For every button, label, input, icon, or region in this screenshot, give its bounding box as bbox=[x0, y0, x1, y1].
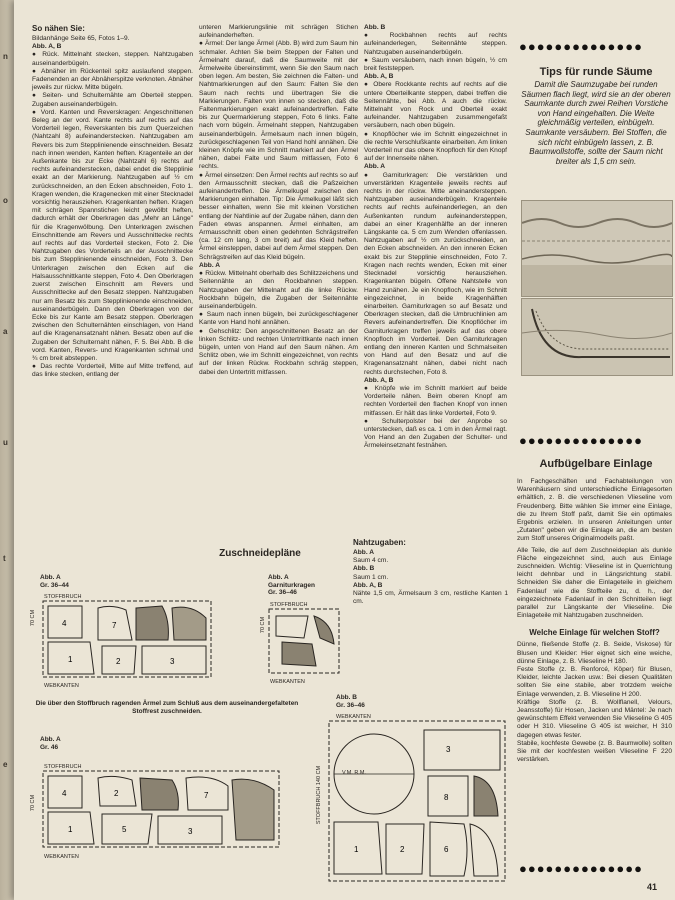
seam-value: Saum 1 cm. bbox=[353, 573, 389, 581]
step-text: ● Schulterpolster bei der Anprobe so unterstecken, daß es ca. 1 cm in den Ärmel ragt. Von Hand an den Zugaben der Schulter- und Ärmeleinsetznaht festnähen. bbox=[364, 417, 507, 450]
margin-letter: o bbox=[3, 196, 8, 205]
hem-photo-2 bbox=[521, 298, 673, 376]
plan-name: Abb. A bbox=[40, 736, 61, 743]
dot-divider: ●●●●●●●●●●●●●● bbox=[519, 39, 643, 54]
dot-divider: ●●●●●●●●●●●●●● bbox=[519, 433, 643, 448]
step-heading: Abb. A, B bbox=[364, 73, 394, 81]
seam-allowance-box bbox=[353, 538, 508, 606]
step-text: ● Rockbahnen rechts auf rechts aufeinanderlegen, Seitennähte steppen. Nahtzugaben auseinanderbügeln. bbox=[364, 32, 507, 56]
selvage-label: WEBKANTEN bbox=[336, 714, 371, 720]
svg-text:4: 4 bbox=[62, 789, 67, 798]
fold-label: STOFFBRUCH 140 CM bbox=[316, 765, 323, 825]
svg-text:2: 2 bbox=[400, 845, 405, 854]
plan-size: Gr. 46 bbox=[40, 743, 59, 751]
interfacing-title: Aufbügelbare Einlage bbox=[539, 458, 653, 470]
step-text: ● Vord. Kanten und Reverskragen: Angeschnittenen Beleg an der vord. Kante rechts auf rechts auf das Vorderteil legen, Reverskanten bis zum Querzeichen (Nahtzahl 8) aufeinanderstecken. Nahtzugaben am Revers bis zum Stepplinienende einschneiden. Besatz nach innen wenden, Kanten heften. Kragenteile an der Außenkante bis zur Ecke (Nahtzahl 6) rechts auf rechts aufeinanderstecken, dabei endet die Stepplinie exakt an der Markierung. Nahtzugaben auf ½ cm zurückschneiden, an den Ecken abschneiden, Foto 1. Kragen wenden, die Kragenecken mit einer Stecknadel vorsichtig herausziehen. Kragenkanten heften. Kragen mit schrägen Spannstichen leicht gewölbt heften, dadurch erhält der Oberkragen das „Mehr an Länge" für die Kragenwölbung. Den Unterkragen zwischen Einschnittende am Revers und Ausschnittecke rechts auf rechts auf das Vorderteil stecken, Foto 2. Die Nahtzugaben des Vorderteils an der Ausschnittecke bis zum Stepplinienende einschneiden, Foto 3. Den Unterkragen zwischen den Ecken auf die Halsausschnittkante steppen, Foto 4. Den Oberkragen zuerst zwischen Einschnitt am Revers und Ausschnittecke auf den Besatz steppen. Nahtzugaben nur am Besatz bis zum Stepplinienende einschneiden, auseinanderbügeln. Dann den Oberkragen von der Ecke bis zur Kante am Besatz steppen. Oberkragen zwischen den Schulternähten einschlagen, von Hand auf die Kragenansatznaht nähen. Besatz oben auf die Zugaben der Schulternaht nähen, F. 5. Bei Abb. B die vord. Kanten, Revers- und Kragenkanten schmal und ¾ cm breit absteppen. bbox=[32, 108, 193, 362]
cutting-plans-title: Zuschneidepläne bbox=[219, 548, 301, 559]
cutting-plan-a1 bbox=[42, 600, 214, 680]
cutting-plan-b bbox=[328, 720, 508, 884]
plan-name: Abb. A bbox=[268, 574, 289, 581]
selvage-label: WEBKANTEN bbox=[44, 854, 79, 860]
interfacing-item: Feste Stoffe (z. B. Renforcé, Köper) für Blusen, Kleider, leichte Jacken usw.: Bei diesen Qualitäten sollten Sie eine stabile, aber trotzdem weiche Einlage verwenden, z. B. Vlieseline H 200. bbox=[517, 666, 672, 698]
plan-name: Abb. B bbox=[336, 694, 357, 701]
step-text: ● Saum versäubern, nach innen bügeln, ½ cm breit feststeppen. bbox=[364, 56, 507, 73]
step-text: unteren Markierungslinie mit schrägen Stichen aufeinanderheften. bbox=[199, 24, 358, 40]
plan-size: Gr. 36–46 bbox=[336, 701, 365, 709]
svg-text:1: 1 bbox=[354, 845, 359, 854]
svg-text:3: 3 bbox=[170, 657, 175, 666]
instructions-column-3 bbox=[364, 24, 507, 451]
step-text: ● Rückw. Mittelnaht oberhalb des Schlitzzeichens und Seitennähte an den Rockbahnen steppen. Nahtzugaben der Mittelnaht auf die linke Rückw. Rockbahn bügeln, die Zugaben der Seitennähte auseinanderbügeln. bbox=[199, 270, 358, 310]
step-text: ● Ärmel einsetzen: Den Ärmel rechts auf rechts so auf den Armausschnitt stecken, daß die Paßzeichen aufeinandertreffen. Die Ärmelkugel zwischen den Markierungen einhalten. Tip: Die Ärmelkugel läßt sich besser einhalten, wenn Sie mit kleinen Vorstichen entlang der Nahtlinie auf der Zugabe nähen, dann den Faden etwas anspannen. Ärmel einhalten, am Armausschnitt oben einen gedehnten Schrägstreifen (ca. 12 cm lang, 3 cm breit) auf das Kleid heften. Ärmel einsteppen, dabei auf dem Ärmel steppen. Den Schrägstreifen auf das Kleid bügeln. bbox=[199, 171, 358, 261]
plan-label bbox=[336, 694, 365, 709]
interfacing-column bbox=[517, 478, 672, 765]
interfacing-text: Alle Teile, die auf dem Zuschneideplan als dunkle Fläche eingezeichnet sind, auch aus Einlage zuschneiden. Wichtig: Vlieseline ist in Querrichtung leicht dehnbar und in Längsrichtung stabil. Schneiden Sie daher die Einlageteile in gleichem Fadenlauf wie die Stoffteile zu, d. h., der eingezeichnete Fadenlauf in den Schnitteilen liegt parallel zur Längskante der Vlieseline. Die Einlageteile mit Nahtzugaben zuschneiden. bbox=[517, 546, 672, 620]
step-text: ● Obere Rockkante rechts auf rechts auf die untere Oberteilkante steppen, dabei treffen die Seitennähte, bei Abb. A auch die rückw. Mittelnaht von Rock und Oberteil exakt aufeinander. Nahtzugaben zusammengefaßt versäubern, nach oben bügeln. bbox=[364, 81, 507, 130]
svg-text:8: 8 bbox=[444, 793, 449, 802]
cutting-note: Die über den Stoffbruch ragenden Ärmel zum Schluß aus dem auseinandergefalteten Stoffrest zuschneiden. bbox=[35, 700, 299, 715]
svg-text:6: 6 bbox=[444, 845, 449, 854]
cutting-plan-a3 bbox=[42, 770, 282, 850]
plan-subtitle: Garniturkragen bbox=[268, 581, 315, 589]
selvage-label: WEBKANTEN bbox=[270, 679, 305, 685]
instructions-column-1 bbox=[32, 24, 193, 380]
step-heading: Abb. B bbox=[364, 24, 386, 31]
left-margin-strip bbox=[0, 0, 14, 900]
fold-label: STOFFBRUCH bbox=[270, 602, 308, 608]
plan-size: Gr. 36–44 bbox=[40, 581, 69, 589]
width-label: 70 CM bbox=[260, 616, 267, 634]
section-title: So nähen Sie: bbox=[32, 24, 85, 33]
step-text: ● Abnäher im Rückenteil spitz auslaufend steppen. Fadenenden an der Abnäherspitze verknoten. Abnäher jeweils zur rückw. Mitte bügeln. bbox=[32, 67, 193, 92]
instructions-column-2 bbox=[199, 24, 358, 377]
seam-label: Abb. A bbox=[353, 549, 374, 556]
plan-size: Gr. 36–46 bbox=[268, 589, 297, 596]
step-heading: Abb. A, B bbox=[32, 43, 62, 51]
svg-text:3: 3 bbox=[188, 827, 193, 836]
fold-label: STOFFBRUCH bbox=[44, 594, 82, 600]
svg-text:4: 4 bbox=[62, 619, 67, 628]
seam-value: Saum 4 cm. bbox=[353, 557, 389, 565]
plan-label bbox=[268, 574, 315, 597]
margin-letter: u bbox=[3, 438, 8, 447]
plan-name: Abb. A bbox=[40, 574, 61, 581]
svg-text:1: 1 bbox=[68, 825, 73, 834]
width-label: 70 CM bbox=[30, 609, 37, 627]
width-label: 70 CM bbox=[30, 794, 37, 812]
tips-text: Damit die Saumzugabe bei runden Säumen flach liegt, wird sie an der oberen Saumkante durch zwei Reihen Vorstiche von Hand eingehalten. Die Weite gleichmäßig verteilen, einbügeln. Saumkante versäubern. Bei Stoffen, die sich nicht einbügeln lassen, z. B. Baumwollstoffe, sollte der Saum nicht breiter als 1,5 cm sein. bbox=[521, 80, 671, 166]
tips-title: Tips für runde Säume bbox=[539, 66, 653, 78]
interfacing-item: Dünne, fließende Stoffe (z. B. Seide, Viskose) für Blusen und Kleider: Hier eignet sich eine weiche, dünne Einlage, z. B. Vlieseline H 180. bbox=[517, 641, 672, 665]
svg-text:3: 3 bbox=[446, 745, 451, 754]
step-heading: Abb. A, B bbox=[364, 376, 394, 384]
step-text: ● Das rechte Vorderteil, Mitte auf Mitte treffend, auf das linke stecken, entlang der bbox=[32, 363, 193, 379]
seam-value: Nähte 1,5 cm, Ärmelsaum 3 cm, restliche Kanten 1 cm. bbox=[353, 590, 508, 606]
step-heading: Abb. A bbox=[364, 163, 385, 171]
dot-divider: ●●●●●●●●●●●●●● bbox=[519, 861, 643, 876]
selvage-label: WEBKANTEN bbox=[44, 683, 79, 689]
interfacing-item: Kräftige Stoffe (z. B. Wollflanell, Velours, Jeansstoffe) für Hosen, Jacken und Mäntel: Je nach gewünschtem Effekt verwenden Sie Vlieseline G 405 oder H 310. Vlieseline G 405 ist weicher, H 310 dagegen etwas fester. bbox=[517, 698, 672, 739]
step-text: ● Gehschlitz: Den angeschnittenen Besatz an der linken Schlitz- und rechten Untertrittkante nach innen bügeln, unten von Hand auf den Saum nähen. Am Schlitz oben, wie im Schnitt eingezeichnet, von rechts auf der linken Rückw. Rockbahn schräg steppen, dabei den Untertritt mitfassen. bbox=[199, 327, 358, 376]
seam-allowance-title: Nahtzugaben: bbox=[353, 538, 406, 547]
step-text: ● Ärmel: Der lange Ärmel (Abb. B) wird zum Saum hin schmaler. Achten Sie beim Steppen der Falten und Ärmelnaht darauf, daß die Saumweite mit der Ärmelweite übereinstimmt, wenn Sie den Saum nach oben legen. Am besten, Sie zeichnen die Falten- und Nahtmarkierungen auf den Saum: Falten Sie den Saum nach rechts und übertragen Sie die Markierungen. Falten von innen so stecken, daß die Faltenmarkierungen exakt aufeinandertreffen. Falte bis zur Quermarkierung steppen, Foto 6 links. Falte nach vorn bügeln. Ärmelnaht steppen, Nahtzugaben auseinanderbügeln. Ärmelsaum nach innen bügeln, zurückgeschlagenen Teil von Hand hohl annähen. Die kleinen Knöpfe wie im Schnitt markiert auf den Ärmel nähen, dabei Falte und Saum mitfassen, Foto 6 rechts. bbox=[199, 40, 358, 171]
interfacing-question: Welche Einlage für welchen Stoff? bbox=[529, 628, 660, 638]
seam-label: Abb. B bbox=[353, 565, 375, 573]
svg-text:5: 5 bbox=[122, 825, 127, 834]
cutting-plan-a2 bbox=[268, 608, 342, 676]
interfacing-item: Stabile, kochfeste Gewebe (z. B. Baumwolle) sollten Sie mit der kochfesten weißen Vlieseline F 220 verstärken. bbox=[517, 739, 672, 764]
step-text: ● Knöpfe wie im Schnitt markiert auf beide Vorderteile nähen. Beim oberen Knopf am rechten Vorderteil den flachen Knopf von innen mitfassen. Er hält das linke Vorderteil, Foto 9. bbox=[364, 384, 507, 417]
interfacing-text: In Fachgeschäften und Fachabteilungen von Warenhäusern sind unterschiedliche Einlagesorten erhältlich, z. B. die verschiedenen Vlieseline vom Freudenberg. Bitte wählen Sie immer eine Einlage, die zu Ihrem Stoff paßt, damit Sie ein optimales Ergebnis erzielen. In unseren Anleitungen unter „Zutaten" geben wir die Einlage an, die am besten zum Stoff unseres Originalmodells paßt. bbox=[517, 478, 672, 543]
fold-label: STOFFBRUCH bbox=[44, 764, 82, 770]
page-number: 41 bbox=[646, 882, 657, 892]
margin-letter: e bbox=[3, 760, 8, 769]
plan-label bbox=[40, 736, 61, 751]
step-text: ● Rück. Mittelnaht stecken, steppen. Nahtzugaben auseinanderbügeln. bbox=[32, 51, 193, 67]
step-heading: Abb. A bbox=[199, 261, 220, 269]
svg-text:2: 2 bbox=[114, 789, 119, 798]
step-text: ● Garniturkragen: Die verstärkten und unverstärkten Kragenteile jeweils rechts auf rechts in der rückw. Mitte aneinandersteppen. Nahtzugaben auseinanderbügeln. Kragenteile rechts auf rechts aufeinanderlegen, an den Außenkanten rundum aufeinandersteppen, dabei an einer Kragenhälfte an der inneren Längskante ca. 5 cm zum Wenden offenlassen. Nahtzugaben auf ½ cm zurückschneiden, an den Ecken abschneiden. An den inneren Ecken exakt bis zur Stepplinie einschneiden, Foto 7. Kragen nach rechts wenden, Ecken mit einer Stecknadel vorsichtig herausziehen. Kragenkanten bügeln. Offene Nahtstelle von Hand zunähen. Je ein Knopfloch, wie im Schnitt eingezeichnet, in beide Kragenhälften einarbeiten. Garniturkragen so auf Besatz und Oberkragen stecken, daß die Umbruchlinien am Revers aufeinandertreffen. Die Knopflöcher im Garniturkragen treffen jeweils auf das obere Knopfloch im Vorderteil. Den Garniturkragen entlang den inneren Kanten und Schmalseiten von Hand auf den Besatz und auf die Kragenansatznaht nähen, dabei nicht nach rechts durchstechen, Foto 8. bbox=[364, 171, 507, 376]
margin-letter: n bbox=[3, 52, 8, 61]
step-text: ● Knopflöcher wie im Schnitt eingezeichnet in die rechte Verschlußkante einarbeiten. Am linken Vorderteil nur das obere Knopfloch für den Knopf auf der Innenseite nähen. bbox=[364, 130, 507, 163]
mark-label: V.M. R.M. bbox=[342, 770, 366, 776]
svg-text:7: 7 bbox=[112, 621, 117, 630]
margin-letter: t bbox=[3, 554, 6, 563]
step-text: ● Saum nach innen bügeln, bei zurückgeschlagener Kante von Hand hohl annähen. bbox=[199, 311, 358, 327]
photo-reference: Bildanhänge Seite 65, Fotos 1–9. bbox=[32, 35, 130, 42]
svg-text:1: 1 bbox=[68, 655, 73, 664]
step-text: ● Seiten- und Schulternähte am Oberteil steppen. Zugaben auseinanderbügeln. bbox=[32, 92, 193, 108]
svg-text:2: 2 bbox=[116, 657, 121, 666]
plan-label bbox=[40, 574, 69, 589]
svg-text:7: 7 bbox=[204, 791, 209, 800]
seam-label: Abb. A, B bbox=[353, 581, 383, 589]
margin-letter: a bbox=[3, 327, 8, 336]
hem-photo-1 bbox=[521, 200, 673, 297]
